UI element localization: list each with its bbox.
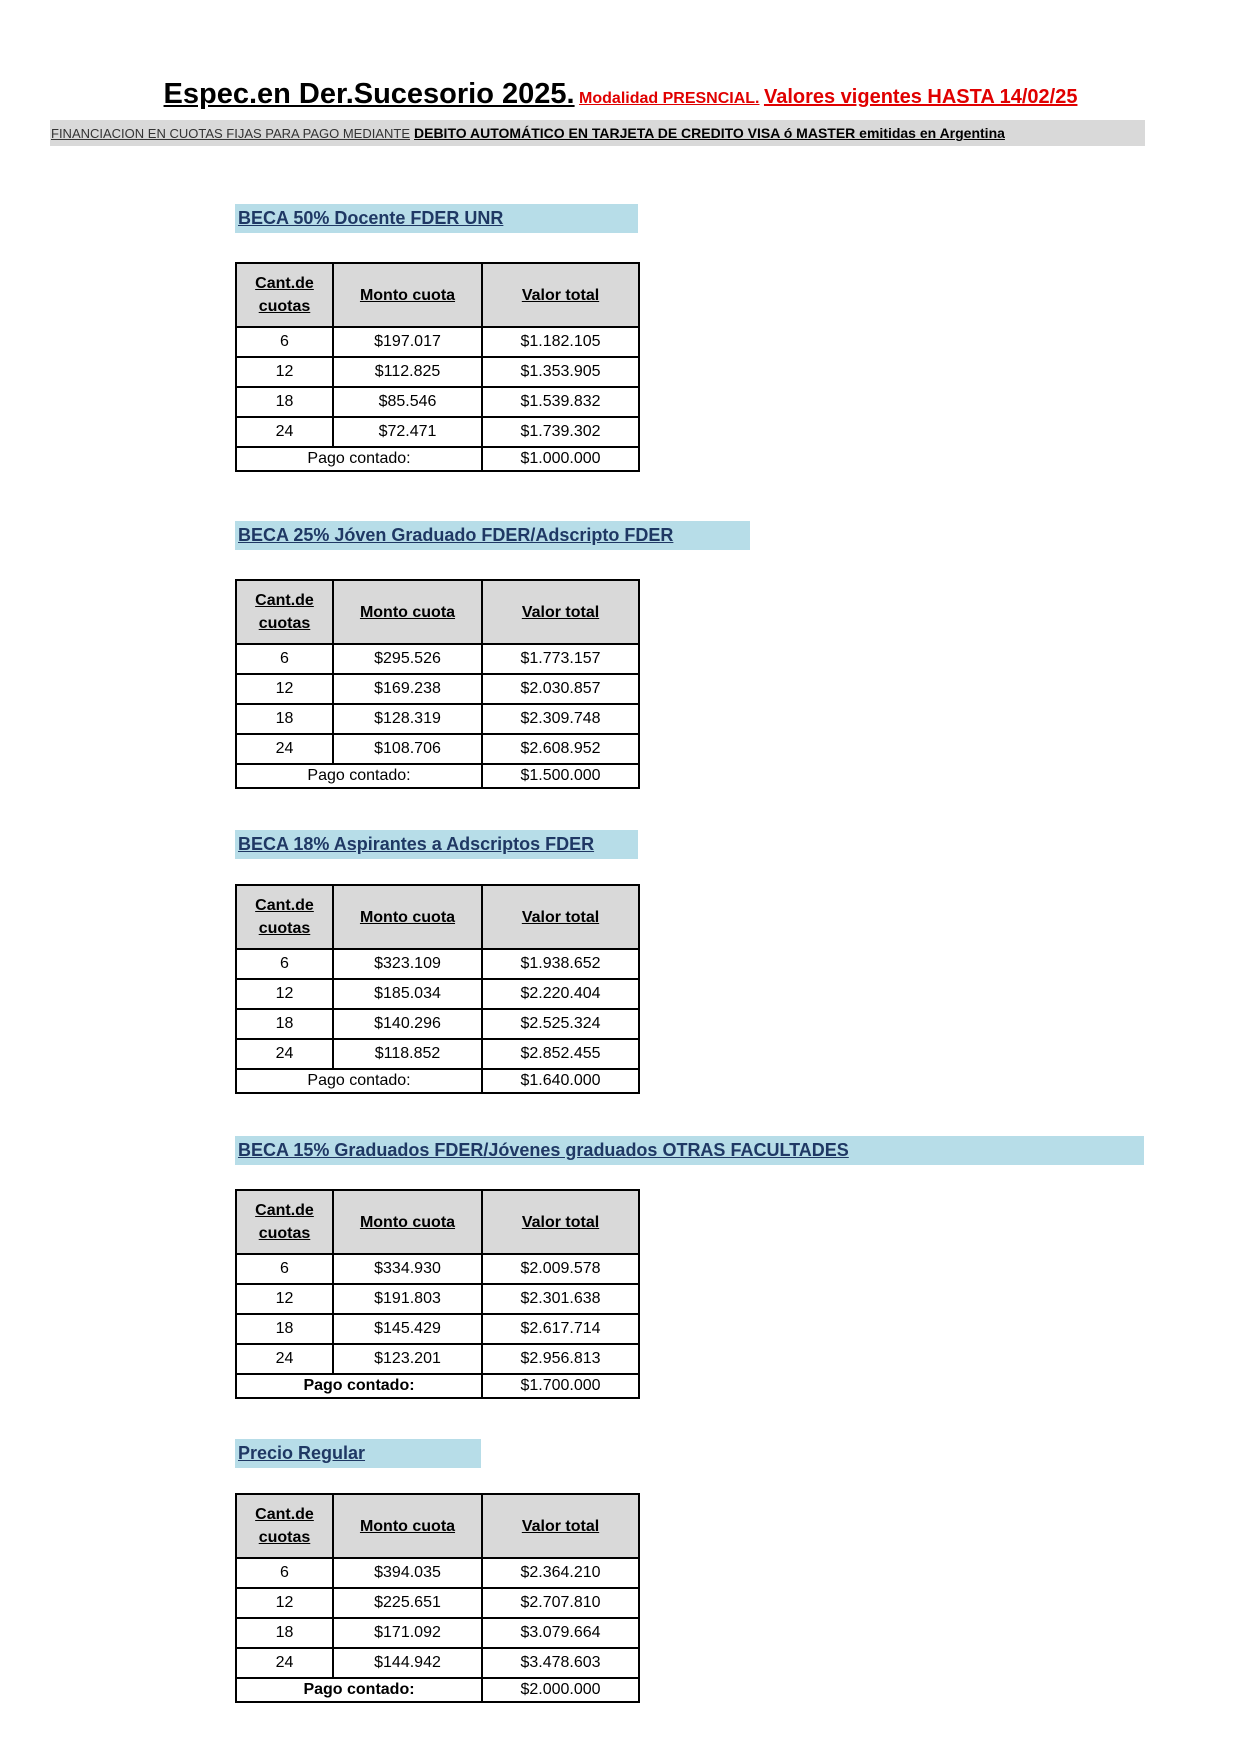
cuotas-cell: 6	[236, 1254, 333, 1284]
contado-value: $1.640.000	[482, 1069, 639, 1093]
table-row	[236, 1284, 639, 1314]
table-row	[236, 1588, 639, 1618]
monto-cell: $334.930	[333, 1254, 482, 1284]
total-cell: $2.617.714	[482, 1314, 639, 1344]
monto-cell: $118.852	[333, 1039, 482, 1069]
column-header-total: Valor total	[482, 263, 639, 327]
column-header-monto: Monto cuota	[333, 263, 482, 327]
monto-cell: $185.034	[333, 979, 482, 1009]
cuotas-cell: 6	[236, 949, 333, 979]
column-header-cuotas: Cant.de cuotas	[236, 1494, 333, 1558]
monto-cell: $112.825	[333, 357, 482, 387]
column-header-total: Valor total	[482, 1494, 639, 1558]
contado-label: Pago contado:	[236, 1069, 482, 1093]
column-header-monto: Monto cuota	[333, 580, 482, 644]
monto-cell: $144.942	[333, 1648, 482, 1678]
modality-label: Modalidad PRESNCIAL.	[579, 90, 760, 107]
table-row	[236, 1254, 639, 1284]
table-row	[236, 949, 639, 979]
column-header-total: Valor total	[482, 885, 639, 949]
contado-row	[236, 1374, 639, 1398]
monto-cell: $85.546	[333, 387, 482, 417]
cuotas-cell: 12	[236, 674, 333, 704]
total-cell: $2.364.210	[482, 1558, 639, 1588]
contado-value: $2.000.000	[482, 1678, 639, 1702]
table-row	[236, 1009, 639, 1039]
monto-cell: $140.296	[333, 1009, 482, 1039]
cuotas-cell: 6	[236, 644, 333, 674]
total-cell: $1.539.832	[482, 387, 639, 417]
monto-cell: $394.035	[333, 1558, 482, 1588]
total-cell: $2.608.952	[482, 734, 639, 764]
cuotas-cell: 6	[236, 327, 333, 357]
monto-cell: $295.526	[333, 644, 482, 674]
cuotas-cell: 18	[236, 1009, 333, 1039]
column-header-monto: Monto cuota	[333, 885, 482, 949]
monto-cell: $145.429	[333, 1314, 482, 1344]
total-cell: $1.182.105	[482, 327, 639, 357]
column-header-total: Valor total	[482, 580, 639, 644]
fee-table-beca-15	[235, 1189, 640, 1399]
section-title-beca-50: BECA 50% Docente FDER UNR	[235, 204, 638, 233]
section-title-precio-regular: Precio Regular	[235, 1439, 481, 1468]
document-title	[0, 80, 1241, 109]
contado-label: Pago contado:	[236, 1374, 482, 1398]
column-header-cuotas: Cant.de cuotas	[236, 885, 333, 949]
contado-value: $1.700.000	[482, 1374, 639, 1398]
total-cell: $1.353.905	[482, 357, 639, 387]
cuotas-cell: 24	[236, 1344, 333, 1374]
fee-table-beca-25	[235, 579, 640, 789]
cuotas-cell: 18	[236, 387, 333, 417]
cuotas-cell: 12	[236, 357, 333, 387]
table-row	[236, 357, 639, 387]
contado-row	[236, 447, 639, 471]
section-title-beca-25: BECA 25% Jóven Graduado FDER/Adscripto FDER	[235, 521, 750, 550]
section-title-beca-15: BECA 15% Graduados FDER/Jóvenes graduados OTRAS FACULTADES	[235, 1136, 1144, 1165]
total-cell: $3.079.664	[482, 1618, 639, 1648]
total-cell: $1.773.157	[482, 644, 639, 674]
contado-row	[236, 1069, 639, 1093]
table-row	[236, 1618, 639, 1648]
cuotas-cell: 24	[236, 734, 333, 764]
fee-table-beca-50	[235, 262, 640, 472]
course-title: Espec.en Der.Sucesorio 2025.	[163, 78, 575, 110]
monto-cell: $72.471	[333, 417, 482, 447]
total-cell: $3.478.603	[482, 1648, 639, 1678]
column-header-total: Valor total	[482, 1190, 639, 1254]
validity-label: Valores vigentes HASTA 14/02/25	[763, 86, 1078, 108]
column-header-cuotas: Cant.de cuotas	[236, 263, 333, 327]
contado-value: $1.500.000	[482, 764, 639, 788]
total-cell: $2.956.813	[482, 1344, 639, 1374]
cuotas-cell: 24	[236, 417, 333, 447]
fee-table-beca-18	[235, 884, 640, 1094]
table-row	[236, 1344, 639, 1374]
cuotas-cell: 24	[236, 1648, 333, 1678]
cuotas-cell: 24	[236, 1039, 333, 1069]
monto-cell: $169.238	[333, 674, 482, 704]
monto-cell: $108.706	[333, 734, 482, 764]
monto-cell: $123.201	[333, 1344, 482, 1374]
column-header-monto: Monto cuota	[333, 1494, 482, 1558]
financing-bold-text: DEBITO AUTOMÁTICO EN TARJETA DE CREDITO VISA ó MASTER emitidas en Argentina	[414, 125, 1005, 141]
total-cell: $2.309.748	[482, 704, 639, 734]
cuotas-cell: 18	[236, 704, 333, 734]
column-header-cuotas: Cant.de cuotas	[236, 1190, 333, 1254]
contado-label: Pago contado:	[236, 1678, 482, 1702]
financing-banner	[50, 120, 1145, 146]
monto-cell: $225.651	[333, 1588, 482, 1618]
table-header-row	[236, 580, 639, 644]
contado-label: Pago contado:	[236, 764, 482, 788]
total-cell: $2.852.455	[482, 1039, 639, 1069]
table-row	[236, 417, 639, 447]
table-row	[236, 704, 639, 734]
table-row	[236, 1314, 639, 1344]
monto-cell: $323.109	[333, 949, 482, 979]
cuotas-cell: 6	[236, 1558, 333, 1588]
cuotas-cell: 18	[236, 1618, 333, 1648]
cuotas-cell: 12	[236, 979, 333, 1009]
total-cell: $2.220.404	[482, 979, 639, 1009]
table-row	[236, 1558, 639, 1588]
monto-cell: $128.319	[333, 704, 482, 734]
table-row	[236, 1039, 639, 1069]
table-row	[236, 734, 639, 764]
monto-cell: $171.092	[333, 1618, 482, 1648]
table-row	[236, 644, 639, 674]
cuotas-cell: 12	[236, 1588, 333, 1618]
total-cell: $1.739.302	[482, 417, 639, 447]
contado-value: $1.000.000	[482, 447, 639, 471]
contado-row	[236, 764, 639, 788]
table-row	[236, 674, 639, 704]
cuotas-cell: 18	[236, 1314, 333, 1344]
fee-table-precio-regular	[235, 1493, 640, 1703]
total-cell: $1.938.652	[482, 949, 639, 979]
contado-label: Pago contado:	[236, 447, 482, 471]
total-cell: $2.009.578	[482, 1254, 639, 1284]
table-header-row	[236, 263, 639, 327]
financing-text: FINANCIACION EN CUOTAS FIJAS PARA PAGO MEDIANTE	[51, 125, 410, 141]
section-title-beca-18: BECA 18% Aspirantes a Adscriptos FDER	[235, 830, 638, 859]
monto-cell: $197.017	[333, 327, 482, 357]
table-row	[236, 979, 639, 1009]
monto-cell: $191.803	[333, 1284, 482, 1314]
table-header-row	[236, 1190, 639, 1254]
total-cell: $2.525.324	[482, 1009, 639, 1039]
table-row	[236, 327, 639, 357]
contado-row	[236, 1678, 639, 1702]
total-cell: $2.030.857	[482, 674, 639, 704]
table-header-row	[236, 1494, 639, 1558]
table-row	[236, 387, 639, 417]
table-header-row	[236, 885, 639, 949]
table-row	[236, 1648, 639, 1678]
total-cell: $2.707.810	[482, 1588, 639, 1618]
total-cell: $2.301.638	[482, 1284, 639, 1314]
column-header-monto: Monto cuota	[333, 1190, 482, 1254]
column-header-cuotas: Cant.de cuotas	[236, 580, 333, 644]
cuotas-cell: 12	[236, 1284, 333, 1314]
